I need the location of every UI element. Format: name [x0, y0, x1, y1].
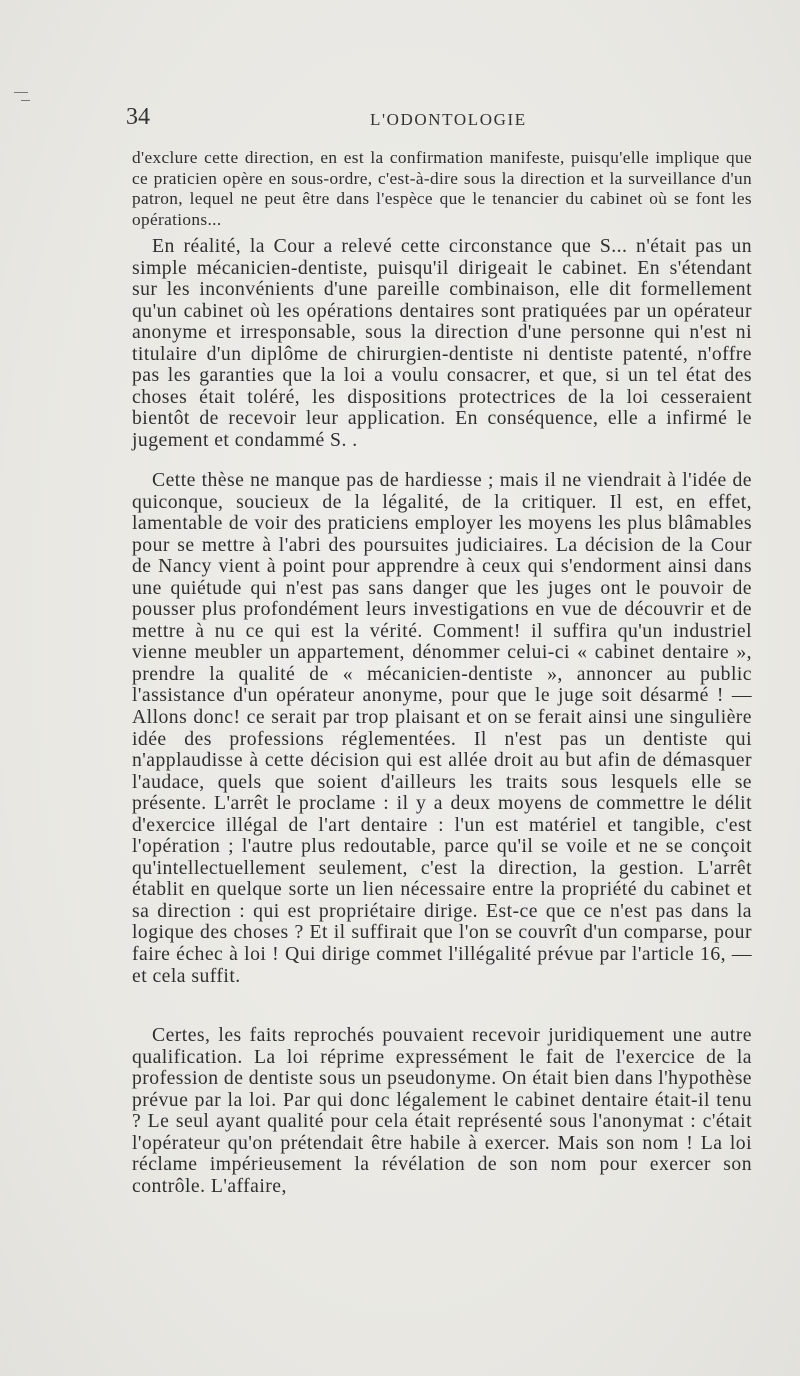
paragraph-2	[132, 236, 752, 451]
paragraph-text: d'exclure cette direction, en est la confirmation manifeste, puisqu'elle implique que ce praticien opère en sous-ordre, c'est-à-dire sous la direction et la surveillance d'un patron, lequel ne peut être dans l'espèce que le tenancier du cabinet où se font les opérations...	[132, 148, 752, 229]
running-title: L'ODONTOLOGIE	[370, 110, 527, 129]
paragraph-text: En réalité, la Cour a relevé cette circonstance que S... n'était pas un simple mécanicien-dentiste, puisqu'il dirigeait le cabinet. En s'étendant sur les inconvénients d'une pareille combinaison, elle dit formellement qu'un cabinet où les opérations dentaires sont pratiquées par un opérateur anonyme et irresponsable, sous la direction d'une personne qui n'est ni titulaire d'un diplôme de chirurgien-dentiste ni dentiste patenté, n'offre pas les garanties que la loi a voulu consacrer, et que, si un tel état des choses était toléré, les dispositions protectrices de la loi cesseraient bientôt de recevoir leur application. En conséquence, elle a infirmé le jugement et condammé S. .	[132, 235, 752, 451]
paragraph-3	[132, 470, 752, 987]
margin-mark	[21, 100, 30, 101]
paragraph-1	[132, 148, 752, 230]
paragraph-text: Cette thèse ne manque pas de hardiesse ; mais il ne viendrait à l'idée de quiconque, soucieux de la légalité, de la critiquer. Il est, en effet, lamentable de voir des praticiens employer les moyens les plus blâmables pour se mettre à l'abri des poursuites judiciaires. La décision de la Cour de Nancy vient à point pour apprendre à ceux qui s'endorment ainsi dans une quiétude qui n'est pas sans danger que les juges ont le pouvoir de pousser plus profondément leurs investigations en vue de découvrir et de mettre à nu ce qui est la vérité. Comment! il suffira qu'un industriel vienne meubler un appartement, dénommer celui-ci « cabinet dentaire », prendre la qualité de « mécanicien-dentiste », annoncer au public l'assistance d'un opérateur anonyme, pour que le juge soit désarmé ! — Allons donc! ce serait par trop plaisant et on se ferait ainsi une singulière idée des professions réglementées. Il n'est pas un dentiste qui n'applaudisse à cette décision qui est allée droit au but afin de démasquer l'audace, quels que soient d'ailleurs les traits sous lesquels elle se présente. L'arrêt le proclame : il y a deux moyens de commettre le délit d'exercice illégal de l'art dentaire : l'un est matériel et tangible, c'est l'opération ; l'autre plus redoutable, parce qu'il se voile et ne se conçoit qu'intellectuellement seulement, c'est la direction, la gestion. L'arrêt établit en quelque sorte un lien nécessaire entre la propriété du cabinet et sa direction : qui est propriétaire dirige. Est-ce que ce n'est pas dans la logique des choses ? Et il suffirait que l'on se couvrît d'un comparse, pour faire échec à loi ! Qui dirige commet l'illégalité prévue par l'article 16, — et cela suffit.	[132, 469, 752, 987]
margin-mark	[14, 92, 28, 93]
paragraph-4	[132, 1025, 752, 1197]
page-header	[126, 104, 752, 140]
page-number: 34	[126, 104, 150, 130]
paragraph-text: Certes, les faits reprochés pouvaient recevoir juridiquement une autre qualification. La loi réprime expressément le fait de l'exercice de la profession de dentiste sous un pseudonyme. On était bien dans l'hypothèse prévue par la loi. Par qui donc légalement le cabinet dentaire était-il tenu ? Le seul ayant qualité pour cela était représenté sous l'anonymat : c'était l'opérateur qu'on prétendait être habile à exercer. Mais son nom ! La loi réclame impérieusement la révélation de son nom pour exercer son contrôle. L'affaire,	[132, 1024, 752, 1197]
